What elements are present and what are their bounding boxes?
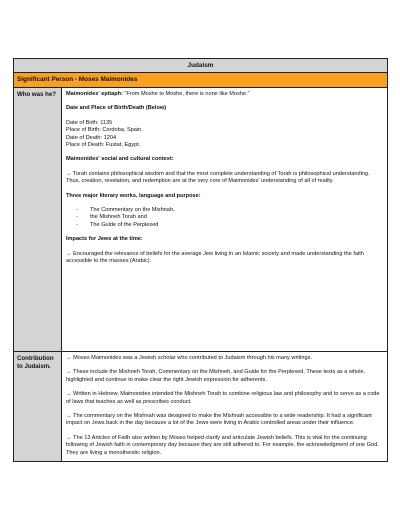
epitaph-line [66, 91, 383, 98]
context-heading: Maimonides' social and cultural context: [66, 156, 174, 163]
title-row [14, 59, 388, 73]
who-row [14, 88, 388, 352]
works-list [66, 207, 383, 229]
list-marker: - [76, 207, 78, 214]
date-line: Place of Birth: Cordoba, Spain. [66, 127, 143, 134]
contribution-paragraph: → Written in Hebrew, Maimonides intended the Mishneh Torah to combine religious law and philosophy and to serve as a code of laws that teaches as well as prescribes conduct. [66, 391, 380, 405]
judaism-table [13, 58, 388, 462]
work-title: the Mishneh Torah and [90, 214, 147, 221]
list-marker: - [76, 214, 78, 221]
who-content [62, 88, 388, 352]
list-item [66, 207, 383, 214]
contribution-paragraph: → The commentary on the Mishnah was designed to make the Mishnah accessible to a wide readership. It had a significant impact on Jews back in the day because a lot of the Jews were living in Arabic controlled areas under their influence. [66, 413, 372, 427]
impacts-heading: Impacts for Jews at the time: [66, 236, 143, 243]
work-title: The Guide of the Perplexed [90, 221, 159, 228]
work-title: The Commentary on the Mishnah, [90, 207, 175, 214]
list-marker: - [76, 221, 78, 228]
table-title: Judaism [14, 59, 388, 73]
contribution-row [14, 352, 388, 462]
contribution-content [62, 352, 388, 462]
date-line: Date of Birth: 1135 [66, 119, 113, 126]
dates-heading: Date and Place of Birth/Death (Below) [66, 105, 167, 112]
contribution-paragraph: → These include the Mishneh Torah, Commentary on the Mishneh, and Guide for the Perplexed. These texts as a whole, highlighted and continue to make clear the right Jewish expression for adherents. [66, 369, 366, 383]
contribution-paragraph: → The 13 Articles of Faith also written by Moses helped clarify and articulate Jewish beliefs. This is vital for the continuing following of Jewish faith in contemporary day because they are still adhered to. For example, the acknowledgment of one God. They are living a monotheistic religion. [66, 434, 379, 456]
who-label: Who was he? [14, 88, 62, 352]
date-line: Place of Death: Fustat, Egypt. [66, 142, 141, 149]
section-row [14, 73, 388, 88]
contribution-paragraph: → Moses Maimonides was a Jewish scholar who contributed to Judaism through his many writings. [66, 355, 312, 361]
date-line: Date of Death: 1204 [66, 134, 117, 141]
contribution-label: Contribution to Judaism. [14, 352, 62, 462]
context-text: → Torah contains philosophical wisdom and that the most complete understanding of Torah is philosophical understanding. Thus, creation, revelation, and redemption are at the very core of Maimonides' understanding of all of reality. [66, 170, 370, 185]
works-heading: Three major literary works, language and purpose: [66, 192, 201, 199]
epitaph-label: Maimonides' epitaph: [66, 91, 123, 97]
section-heading: Significant Person - Moses Maimonides [14, 73, 388, 88]
list-item [66, 214, 383, 221]
list-item [66, 222, 383, 229]
impacts-text: → Encouraged the relevance of beliefs for the average Jew living in an Islamic society and made understanding the faith accessible to the masses (Arabic). [66, 250, 364, 265]
epitaph-text: “From Moshe to Moshe, there is none like Moshe.” [122, 91, 250, 97]
